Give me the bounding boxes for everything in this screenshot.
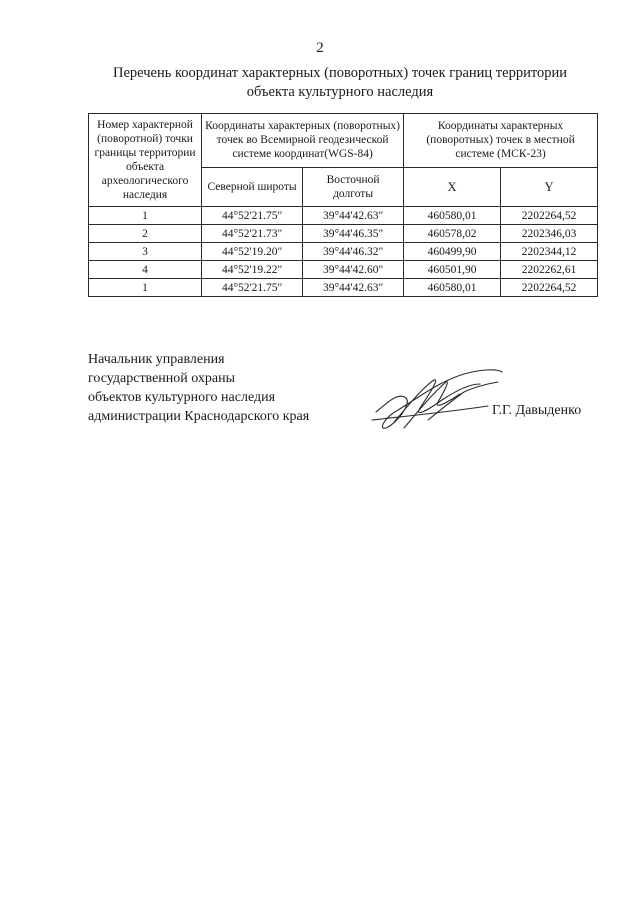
cell-point-number: 1 bbox=[89, 279, 202, 297]
title-line-2: объекта культурного наследия bbox=[246, 84, 434, 100]
cell-east: 39°44'46.32" bbox=[303, 243, 404, 261]
header-wgs84: Координаты характерных (поворотных) точек во Всемирной геодезической системе координат(WGS-84) bbox=[202, 114, 404, 168]
table-row bbox=[89, 243, 598, 261]
cell-east: 39°44'46.35" bbox=[303, 225, 404, 243]
cell-east: 39°44'42.63" bbox=[303, 279, 404, 297]
header-x: X bbox=[404, 167, 501, 206]
header-east-longitude: Восточной долготы bbox=[303, 167, 404, 206]
cell-east: 39°44'42.63" bbox=[303, 207, 404, 225]
header-msk23: Координаты характерных (поворотных) точек в местной системе (МСК-23) bbox=[404, 114, 598, 168]
cell-point-number: 1 bbox=[89, 207, 202, 225]
signer-name: Г.Г. Давыденко bbox=[492, 403, 582, 418]
cell-north: 44°52'19.20" bbox=[202, 243, 303, 261]
signer-position-line-3: объектов культурного наследия bbox=[88, 390, 276, 405]
signer-position-line-4: администрации Краснодарского края bbox=[88, 409, 310, 424]
header-point-number: Номер характерной (поворотной) точки границы территории объекта археологического наследия bbox=[89, 114, 202, 207]
cell-point-number: 3 bbox=[89, 243, 202, 261]
cell-x: 460578,02 bbox=[404, 225, 501, 243]
title-line-1: Перечень координат характерных (поворотных) точек границ территории bbox=[112, 65, 568, 81]
cell-x: 460580,01 bbox=[404, 207, 501, 225]
cell-y: 2202264,52 bbox=[501, 279, 598, 297]
document-title bbox=[60, 64, 620, 102]
page-number: 2 bbox=[316, 40, 324, 56]
cell-x: 460580,01 bbox=[404, 279, 501, 297]
cell-x: 460499,90 bbox=[404, 243, 501, 261]
cell-y: 2202264,52 bbox=[501, 207, 598, 225]
table-row bbox=[89, 207, 598, 225]
table-header-row bbox=[89, 114, 598, 168]
header-y: Y bbox=[501, 167, 598, 206]
table-row bbox=[89, 261, 598, 279]
cell-point-number: 4 bbox=[89, 261, 202, 279]
cell-y: 2202262,61 bbox=[501, 261, 598, 279]
cell-point-number: 2 bbox=[89, 225, 202, 243]
cell-y: 2202344,12 bbox=[501, 243, 598, 261]
coordinates-table bbox=[88, 113, 598, 297]
cell-north: 44°52'19.22" bbox=[202, 261, 303, 279]
cell-east: 39°44'42.60" bbox=[303, 261, 404, 279]
cell-x: 460501,90 bbox=[404, 261, 501, 279]
cell-north: 44°52'21.75" bbox=[202, 207, 303, 225]
table-row bbox=[89, 225, 598, 243]
handwritten-signature bbox=[368, 362, 508, 434]
cell-north: 44°52'21.75" bbox=[202, 279, 303, 297]
signer-position bbox=[88, 350, 348, 426]
table-row bbox=[89, 279, 598, 297]
cell-y: 2202346,03 bbox=[501, 225, 598, 243]
signer-position-line-1: Начальник управления bbox=[88, 352, 225, 367]
signer-position-line-2: государственной охраны bbox=[88, 371, 236, 386]
cell-north: 44°52'21.73" bbox=[202, 225, 303, 243]
header-north-latitude: Северной широты bbox=[202, 167, 303, 206]
